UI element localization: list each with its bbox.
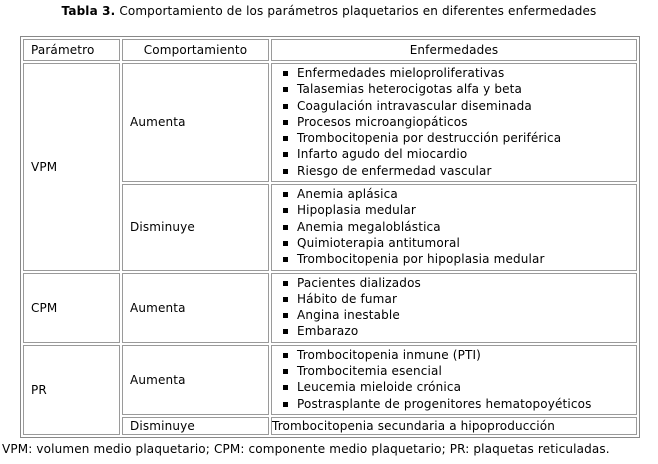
table-row <box>23 273 637 343</box>
header-enfermedades: Enfermedades <box>271 39 637 61</box>
header-comportamiento: Comportamiento <box>122 39 269 61</box>
behavior-cell: Aumenta <box>122 63 269 182</box>
list-item: Trombocitopenia por hipoplasia medular <box>279 251 636 267</box>
list-item: Riesgo de enfermedad vascular <box>279 163 636 179</box>
list-item: Trombocitemia esencial <box>279 363 636 379</box>
table-row <box>23 63 637 182</box>
list-item: Anemia aplásica <box>279 186 636 202</box>
list-item: Anemia megaloblástica <box>279 219 636 235</box>
behavior-cell: Disminuye <box>122 184 269 270</box>
diseases-cell <box>271 345 637 415</box>
caption-label: Tabla 3. <box>61 4 116 18</box>
list-item: Embarazo <box>279 323 636 339</box>
table-row <box>23 345 637 415</box>
list-item: Enfermedades mieloproliferativas <box>279 65 636 81</box>
list-item: Pacientes dializados <box>279 275 636 291</box>
list-item: Hipoplasia medular <box>279 202 636 218</box>
behavior-cell: Disminuye <box>122 417 269 435</box>
list-item: Angina inestable <box>279 307 636 323</box>
parameter-cell: VPM <box>23 63 120 271</box>
diseases-cell <box>271 273 637 343</box>
disease-list <box>279 275 636 340</box>
diseases-cell: Trombocitopenia secundaria a hipoproducción <box>271 417 637 435</box>
list-item: Procesos microangiopáticos <box>279 114 636 130</box>
header-parametro: Parámetro <box>23 39 120 61</box>
list-item: Postrasplante de progenitores hematopoyéticos <box>279 396 636 412</box>
table-caption <box>0 4 658 18</box>
list-item: Quimioterapia antitumoral <box>279 235 636 251</box>
disease-list <box>279 65 636 179</box>
parameter-cell: CPM <box>23 273 120 343</box>
footnote: VPM: volumen medio plaquetario; CPM: componente medio plaquetario; PR: plaquetas reticuladas. <box>2 442 610 456</box>
list-item: Trombocitopenia por destrucción periférica <box>279 130 636 146</box>
platelet-parameters-table <box>20 36 640 438</box>
list-item: Infarto agudo del miocardio <box>279 146 636 162</box>
header-row <box>23 39 637 61</box>
list-item: Trombocitopenia inmune (PTI) <box>279 347 636 363</box>
behavior-cell: Aumenta <box>122 273 269 343</box>
diseases-cell <box>271 63 637 182</box>
caption-text: Comportamiento de los parámetros plaquetarios en diferentes enfermedades <box>115 4 597 18</box>
list-item: Hábito de fumar <box>279 291 636 307</box>
parameter-cell: PR <box>23 345 120 435</box>
list-item: Leucemia mieloide crónica <box>279 379 636 395</box>
behavior-cell: Aumenta <box>122 345 269 415</box>
list-item: Coagulación intravascular diseminada <box>279 98 636 114</box>
diseases-cell <box>271 184 637 270</box>
list-item: Talasemias heterocigotas alfa y beta <box>279 81 636 97</box>
disease-list <box>279 186 636 267</box>
disease-list <box>279 347 636 412</box>
